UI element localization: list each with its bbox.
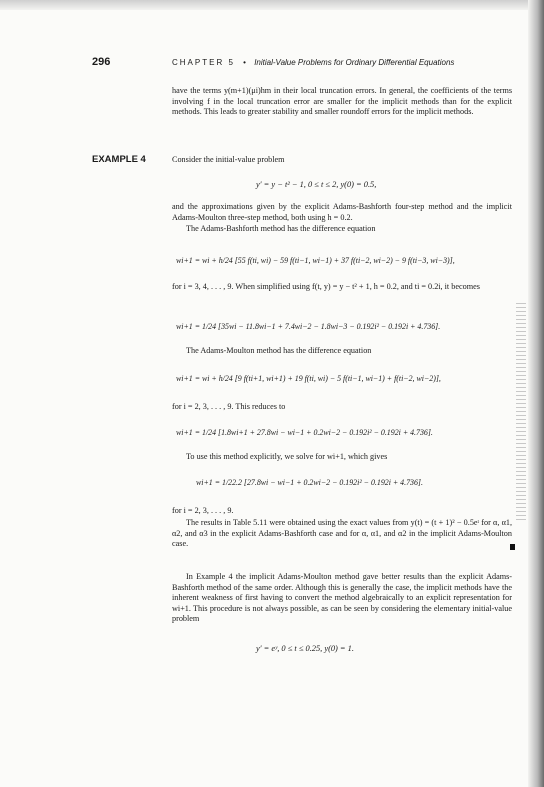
paragraph-index-range: for i = 2, 3, . . . , 9. [172,506,234,515]
chapter-title: Initial-Value Problems for Ordinary Differential Equations [254,58,455,67]
equation-adams-bashforth: wi+1 = wi + h/24 [55 f(ti, wi) − 59 f(ti−1, wi−1) + 37 f(ti−2, wi−2) − 9 f(ti−3, wi−3)], [176,256,455,265]
paragraph-ab-intro: The Adams-Bashforth method has the difference equation [186,224,376,233]
paragraph-intro: have the terms y(m+1)(μi)hm in their local truncation errors. In general, the coefficients of the terms involving f in the local truncation error are smaller for the implicit methods than for the explicit methods. This leads to greater stability and smaller roundoff errors for the implicit methods. [172,86,512,117]
equation-adams-moulton: wi+1 = wi + h/24 [9 f(ti+1, wi+1) + 19 f(ti, wi) − 5 f(ti−1, wi−1) + f(ti−2, wi−2)], [176,374,441,383]
scan-shadow-top [0,0,544,10]
paragraph-consider: Consider the initial-value problem [172,155,285,164]
paragraph-approximations: and the approximations given by the explicit Adams-Bashforth four-step method and the implicit Adams-Moulton three-step method, both using h = 0.2. [172,202,512,222]
equation-ivp: y′ = y − t² − 1, 0 ≤ t ≤ 2, y(0) = 0.5, [256,180,377,189]
page-number: 296 [92,56,111,68]
example-label: EXAMPLE 4 [92,154,146,165]
equation-elementary-ivp: y′ = eʸ, 0 ≤ t ≤ 0.25, y(0) = 1. [256,644,354,653]
end-of-example-mark [510,544,515,550]
equation-ab-simplified: wi+1 = 1/24 [35wi − 11.8wi−1 + 7.4wi−2 − 1.8wi−3 − 0.192i² − 0.192i + 4.736]. [176,322,441,331]
scan-shadow-edge [528,0,544,787]
paragraph-simplified: for i = 3, 4, . . . , 9. When simplified using f(t, y) = y − t² + 1, h = 0.2, and ti = 0.2i, it becomes [172,282,480,291]
chapter-label: CHAPTER 5 [172,58,235,67]
equation-am-explicit: wi+1 = 1/22.2 [27.8wi − wi−1 + 0.2wi−2 − 0.192i² − 0.192i + 4.736]. [196,478,423,487]
scan-noise [516,300,526,520]
running-header [172,58,454,67]
paragraph-reduces: for i = 2, 3, . . . , 9. This reduces to [172,402,286,411]
header-separator: • [243,58,246,67]
equation-am-reduced: wi+1 = 1/24 [1.8wi+1 + 27.8wi − wi−1 + 0.2wi−2 − 0.192i² − 0.192i + 4.736]. [176,428,433,437]
paragraph-solve-explicit: To use this method explicitly, we solve for wi+1, which gives [186,452,388,461]
paragraph-comparison: In Example 4 the implicit Adams-Moulton method gave better results than the explicit Adams-Bashforth method of the same order. Although this is generally the case, the implicit methods have the inherent weakness of first having to convert the method algebraically to an explicit representation for wi+1. This procedure is not always possible, as can be seen by considering the elementary initial-value problem [172,572,512,624]
paragraph-am-intro: The Adams-Moulton method has the difference equation [186,346,372,355]
paragraph-results: The results in Table 5.11 were obtained using the exact values from y(t) = (t + 1)² − 0.5eᵗ for α, α1, α2, and α3 in the explicit Adams-Bashforth case and for α, α1, and α2 in the implicit Adams-Moulton case. [172,518,512,549]
